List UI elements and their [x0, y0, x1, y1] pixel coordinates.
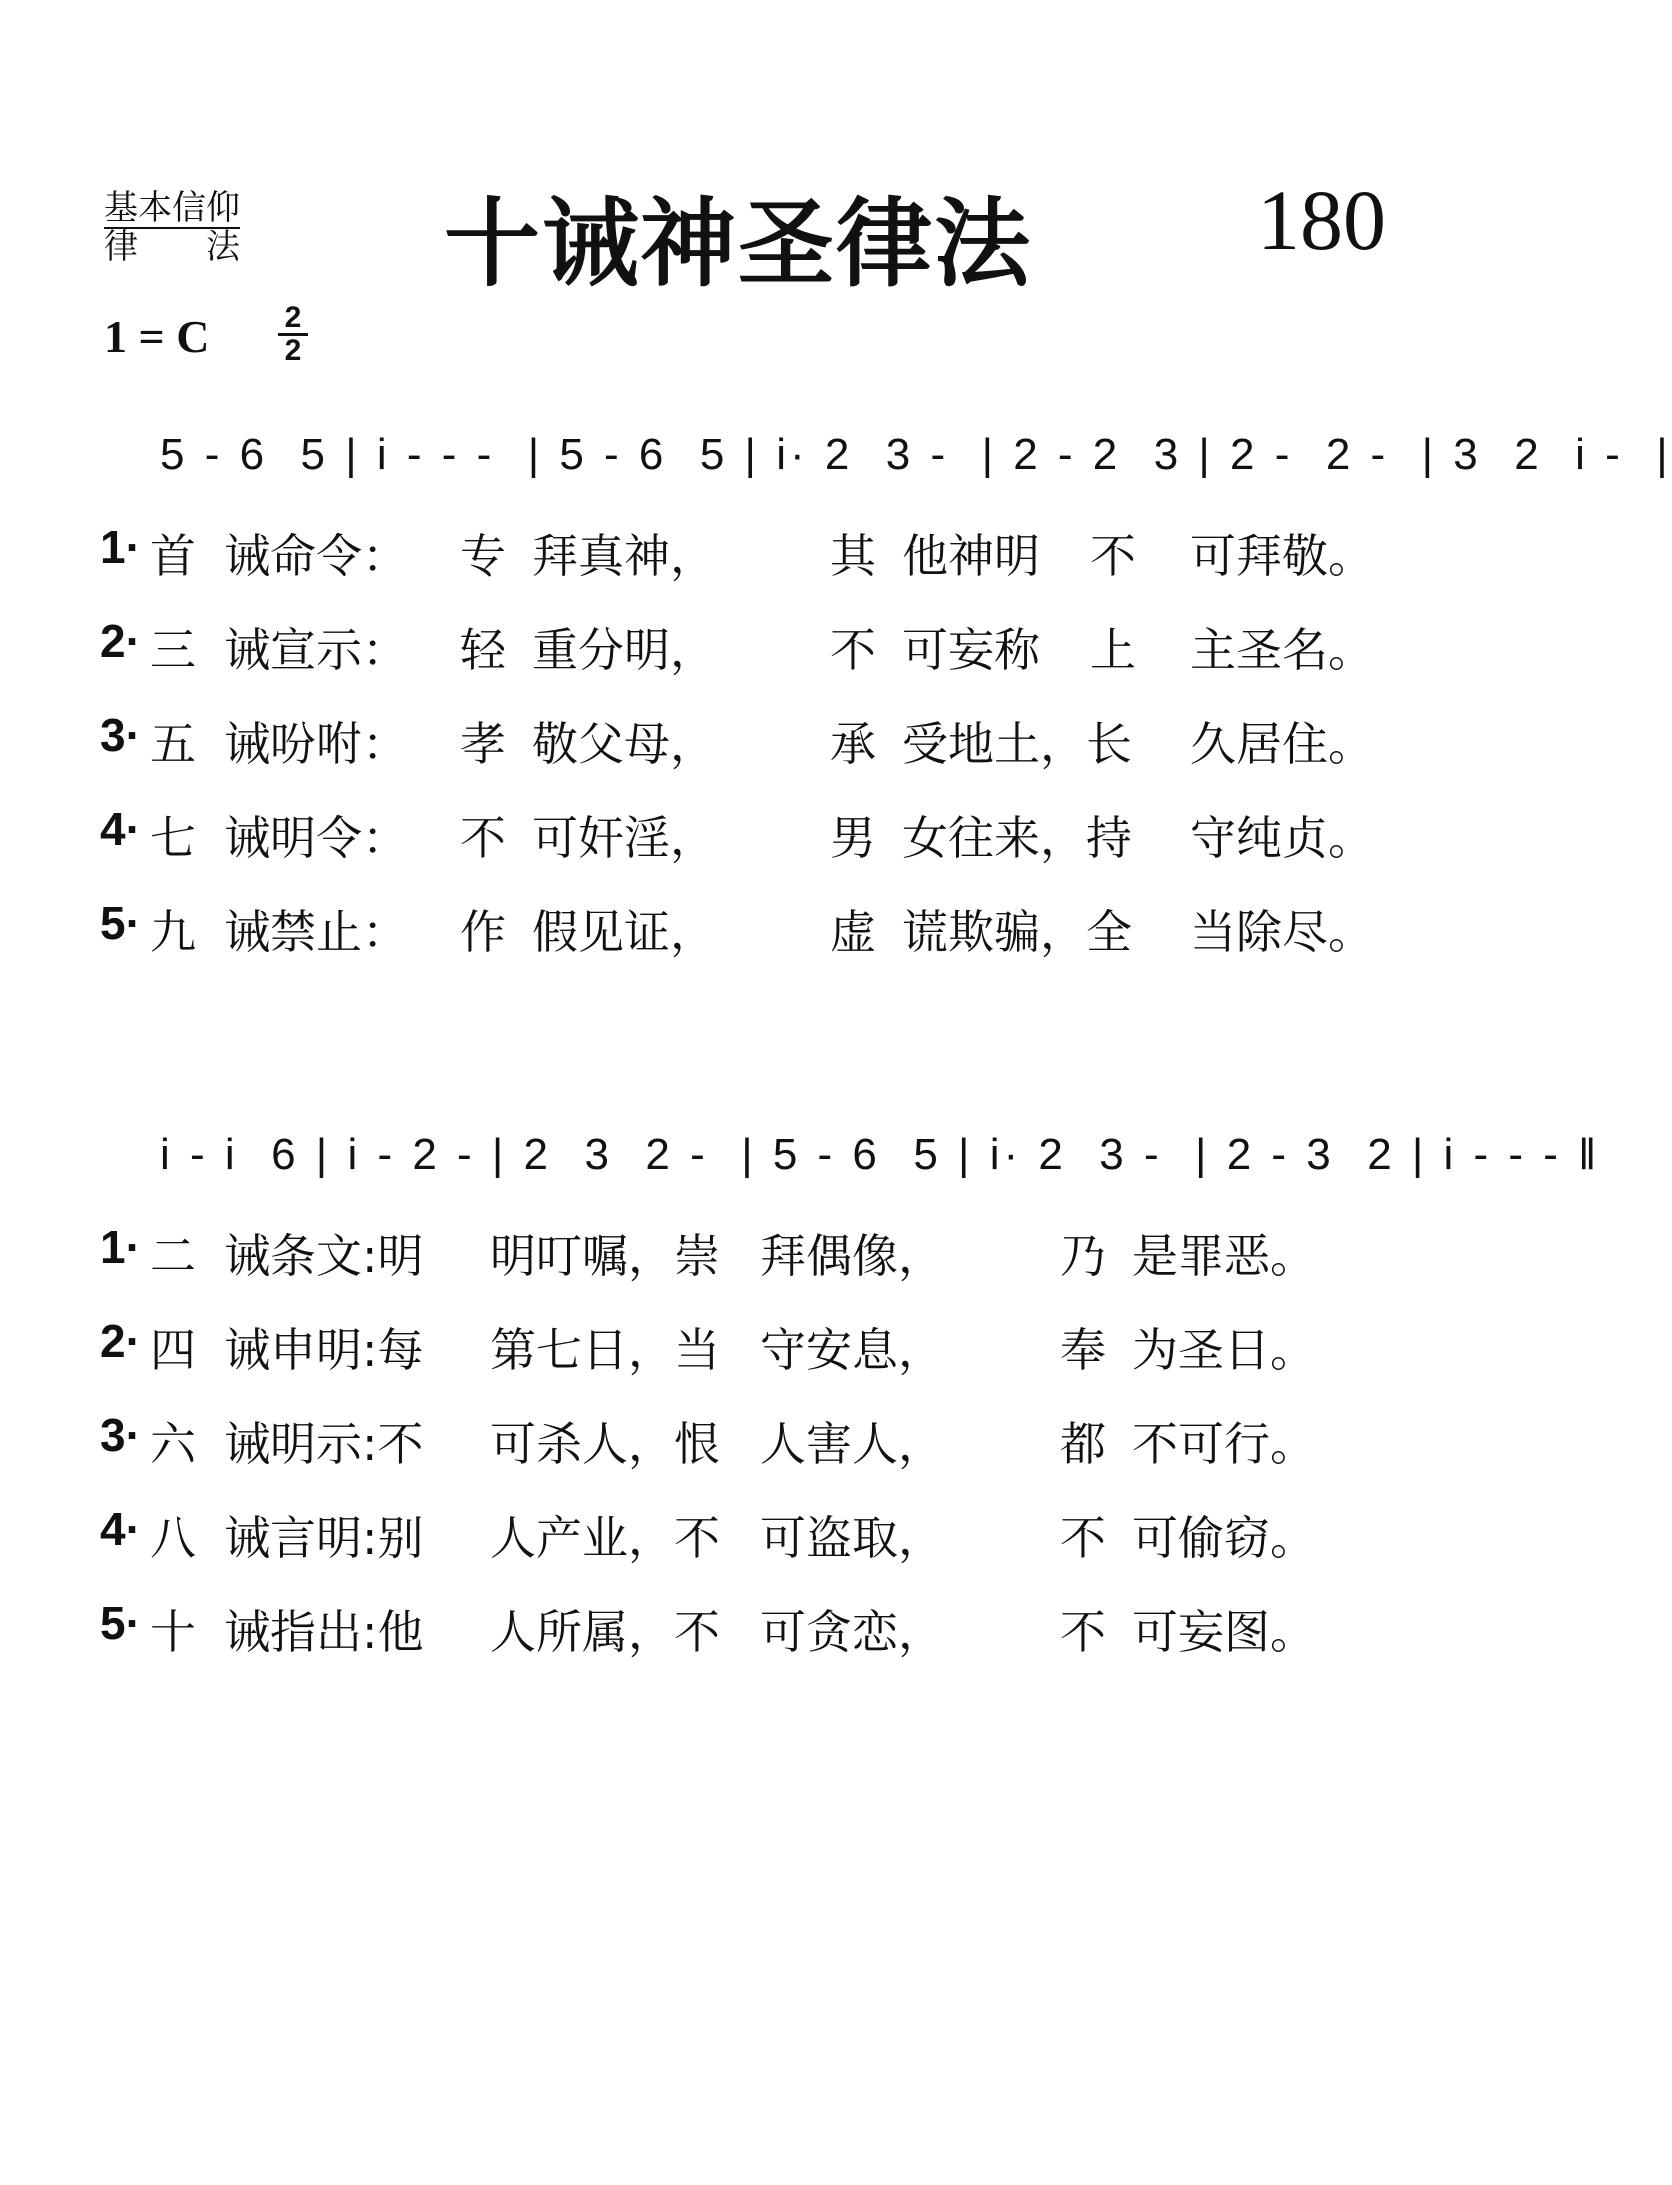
lyric-word: 不可行。 — [1132, 1417, 1316, 1471]
lyric-word: 不 — [830, 623, 876, 677]
lyric-word: 主圣名。 — [1190, 623, 1374, 677]
key-signature: 1 = C — [104, 311, 210, 362]
lyric-word: 可盗取， — [760, 1511, 944, 1565]
lyric-word: 诫明令： — [224, 811, 408, 865]
verse-number: 2· — [100, 615, 141, 667]
subcategory-left: 律 — [104, 227, 138, 267]
category-label: 基本信仰 — [104, 188, 240, 228]
verse-number: 4· — [100, 1503, 141, 1555]
lyric-word: 敬父母， — [532, 717, 716, 771]
lyric-word: 不 — [460, 811, 506, 865]
hymn-title: 十诫神圣律法 — [444, 188, 1032, 300]
lyric-word: 诫指出:他 — [224, 1605, 424, 1659]
lyric-word: 专 — [460, 529, 506, 583]
lyric-word: 诫明示:不 — [224, 1417, 424, 1471]
lyric-word: 守安息， — [760, 1323, 944, 1377]
meter-bottom: 2 — [284, 334, 302, 367]
verse-number: 5· — [100, 1597, 141, 1649]
lyric-word: 乃 — [1060, 1229, 1106, 1283]
lyric-word: 诫禁止： — [224, 905, 408, 959]
lyric-word: 三 — [150, 623, 196, 677]
lyric-word: 诫命令： — [224, 529, 408, 583]
lyric-word: 虚 — [830, 905, 876, 959]
lyric-word: 四 — [150, 1323, 196, 1377]
verse-number: 1· — [100, 521, 141, 573]
verse-number: 1· — [100, 1221, 141, 1273]
lyric-word: 不 — [1060, 1511, 1106, 1565]
lyric-word: 人所属，不 — [490, 1605, 720, 1659]
lyric-word: 奉 — [1060, 1323, 1106, 1377]
lyric-word: 不 — [1090, 529, 1136, 583]
lyric-word: 首 — [150, 529, 196, 583]
verse-number: 3· — [100, 709, 141, 761]
notation-line-1: 5 - 6 5 | i - - - | 5 - 6 5 | i· 2 3 - | 2 - 2 3 | 2 - 2 - | 3 2 i - | — [160, 430, 1672, 479]
meter-top: 2 — [278, 303, 308, 336]
lyric-word: 可贪恋， — [760, 1605, 944, 1659]
verse-number: 4· — [100, 803, 141, 855]
lyric-word: 是罪恶。 — [1132, 1229, 1316, 1283]
lyric-word: 可拜敬。 — [1190, 529, 1374, 583]
lyric-word: 重分明， — [532, 623, 716, 677]
lyric-word: 八 — [150, 1511, 196, 1565]
lyric-word: 都 — [1060, 1417, 1106, 1471]
lyric-word: 守纯贞。 — [1190, 811, 1374, 865]
lyric-word: 为圣日。 — [1132, 1323, 1316, 1377]
lyric-word: 男 — [830, 811, 876, 865]
lyric-word: 人产业，不 — [490, 1511, 720, 1565]
subcategory-right: 法 — [206, 227, 240, 267]
notation-line-2: i - i 6 | i - 2 - | 2 3 2 - | 5 - 6 5 | i· 2 3 - | 2 - 3 2 | i - - - ‖ — [160, 1130, 1601, 1179]
lyric-word: 可杀人，恨 — [490, 1417, 720, 1471]
lyric-word: 诫言明:别 — [224, 1511, 424, 1565]
lyric-word: 诫宣示： — [224, 623, 408, 677]
lyric-word: 七 — [150, 811, 196, 865]
lyric-word: 拜偶像， — [760, 1229, 944, 1283]
lyric-word: 可妄图。 — [1132, 1605, 1316, 1659]
lyric-word: 上 — [1090, 623, 1136, 677]
time-signature — [278, 303, 308, 366]
lyric-word: 他神明 — [902, 529, 1040, 583]
lyric-word: 谎欺骗，全 — [902, 905, 1132, 959]
lyric-word: 诫条文:明 — [224, 1229, 424, 1283]
lyric-word: 可妄称 — [902, 623, 1040, 677]
hymn-number: 180 — [1257, 172, 1386, 268]
lyric-word: 六 — [150, 1417, 196, 1471]
lyric-word: 五 — [150, 717, 196, 771]
lyric-word: 轻 — [460, 623, 506, 677]
verse-number: 3· — [100, 1409, 141, 1461]
lyric-word: 孝 — [460, 717, 506, 771]
lyric-word: 九 — [150, 905, 196, 959]
lyric-word: 其 — [830, 529, 876, 583]
lyric-word: 不 — [1060, 1605, 1106, 1659]
lyric-word: 受地土，长 — [902, 717, 1132, 771]
lyric-word: 久居住。 — [1190, 717, 1374, 771]
lyric-word: 明叮嘱，崇 — [490, 1229, 720, 1283]
lyric-word: 作 — [460, 905, 506, 959]
verse-number: 5· — [100, 897, 141, 949]
verse-number: 2· — [100, 1315, 141, 1367]
lyric-word: 可偷窃。 — [1132, 1511, 1316, 1565]
lyric-word: 承 — [830, 717, 876, 771]
lyric-word: 十 — [150, 1605, 196, 1659]
lyric-word: 诫吩咐： — [224, 717, 408, 771]
lyric-word: 拜真神， — [532, 529, 716, 583]
lyric-word: 当除尽。 — [1190, 905, 1374, 959]
lyric-word: 假见证， — [532, 905, 716, 959]
lyric-word: 可奸淫， — [532, 811, 716, 865]
lyric-word: 女往来，持 — [902, 811, 1132, 865]
lyric-word: 二 — [150, 1229, 196, 1283]
lyric-word: 诫申明:每 — [224, 1323, 424, 1377]
lyric-word: 人害人， — [760, 1417, 944, 1471]
lyric-word: 第七日，当 — [490, 1323, 720, 1377]
